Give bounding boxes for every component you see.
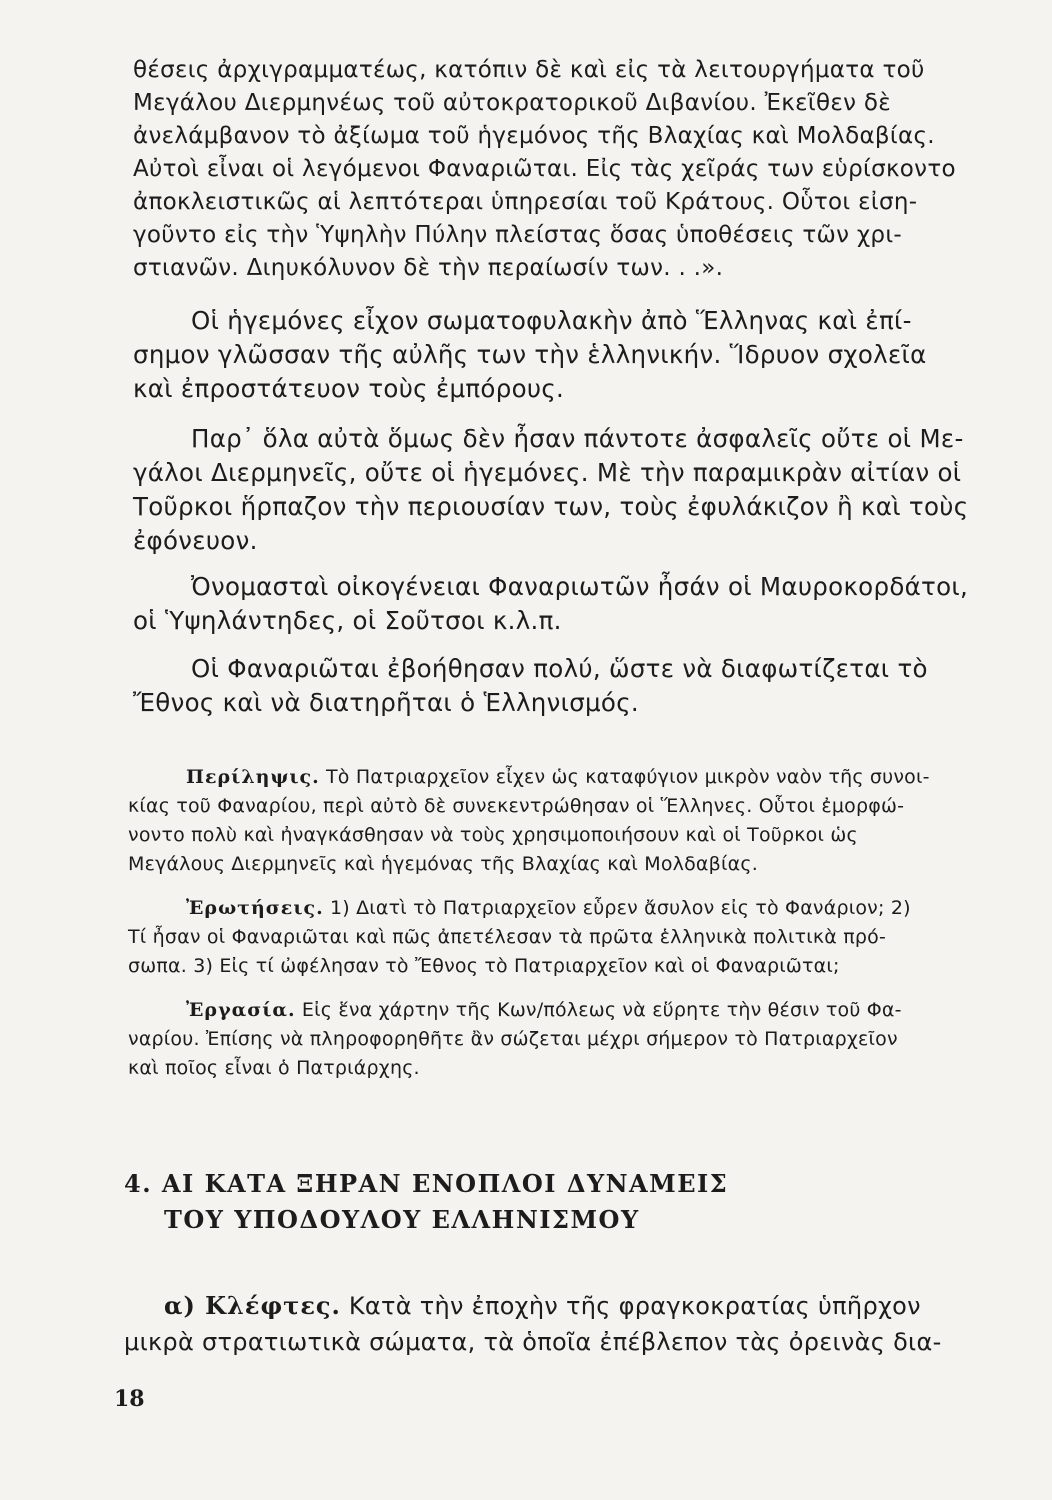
paragraph-danger [133, 422, 993, 558]
quote-line: ἀποκλειστικῶς αἱ λεπτότεραι ὑπηρεσίαι τοῦ Κράτους. Οὗτοι εἰση- [133, 189, 918, 215]
summary-text: Τὸ Πατριαρχεῖον εἶχεν ὡς καταφύγιον μικρὸν ναὸν τῆς συνοι- [325, 766, 930, 788]
quote-line: γοῦντο εἰς τὴν Ὑψηλὴν Πύλην πλείστας ὅσας ὑποθέσεις τῶν χρι- [133, 222, 903, 248]
paragraph-line: Ὀνομασταὶ οἰκογένειαι Φαναριωτῶν ἦσάν οἱ Μαυροκορδάτοι, [191, 572, 969, 601]
exercise-label: Ἐργασία. [186, 999, 296, 1021]
paragraph-help [133, 652, 993, 720]
paragraph-line: καὶ ἐπροστάτευον τοὺς ἐμπόρους. [133, 374, 565, 403]
quote-line: στιανῶν. Διηυκόλυνον δὲ τὴν περαίωσίν των. . .». [133, 255, 724, 281]
section-heading-line1: 4. ΑΙ ΚΑΤΑ ΞΗΡΑΝ ΕΝΟΠΛΟΙ ΔΥΝΑΜΕΙΣ [124, 1169, 729, 1198]
paragraph-rulers [133, 304, 993, 406]
paragraph-line: ἐφόνευον. [133, 526, 258, 555]
questions-text: 1) Διατὶ τὸ Πατριαρχεῖον εὗρεν ἄσυλον εἰς τὸ Φανάριον; 2) [329, 897, 911, 919]
questions-label: Ἐρωτήσεις. [186, 897, 324, 919]
paragraph-line: σημον γλῶσσαν τῆς αὐλῆς των τὴν ἑλληνικήν. Ἵδρυον σχολεῖα [133, 340, 927, 369]
exercise-line: καὶ ποῖος εἶναι ὁ Πατριάρχης. [128, 1057, 420, 1079]
subsection-label: α) Κλέφτες. [164, 1291, 341, 1320]
exercise-block [128, 996, 993, 1083]
questions-line: σωπα. 3) Εἰς τί ὠφέλησαν τὸ Ἔθνος τὸ Πατριαρχεῖον καὶ οἱ Φαναριῶται; [128, 955, 840, 977]
summary-block [128, 763, 993, 879]
paragraph-line: Ἔθνος καὶ νὰ διατηρῆται ὁ Ἑλληνισμός. [133, 688, 639, 717]
questions-block [128, 894, 993, 981]
subsection-text: Κατὰ τὴν ἐποχὴν τῆς φραγκοκρατίας ὑπῆρχον [348, 1292, 921, 1320]
questions-line: Τί ἦσαν οἱ Φαναριῶται καὶ πῶς ἀπετέλεσαν τὰ πρῶτα ἑλληνικὰ πολιτικὰ πρό- [128, 926, 887, 948]
paragraph-line: οἱ Ὑψηλάντηδες, οἱ Σοῦτσοι κ.λ.π. [133, 606, 562, 635]
quote-line: Αὐτοὶ εἶναι οἱ λεγόμενοι Φαναριῶται. Εἰς τὰς χεῖράς των εὑρίσκοντο [133, 156, 956, 182]
summary-label: Περίληψις. [186, 766, 320, 788]
subsection-line: μικρὰ στρατιωτικὰ σώματα, τὰ ὁποῖα ἐπέβλεπον τὰς ὀρεινὰς δια- [124, 1328, 942, 1356]
paragraph-families [133, 570, 993, 638]
exercise-text: Εἰς ἕνα χάρτην τῆς Κων/πόλεως νὰ εὕρητε τὴν θέσιν τοῦ Φα- [301, 999, 902, 1021]
paragraph-line: γάλοι Διερμηνεῖς, οὔτε οἱ ἡγεμόνες. Μὲ τὴν παραμικρὰν αἰτίαν οἱ [133, 458, 962, 487]
subsection-paragraph [124, 1288, 1004, 1360]
section-heading [124, 1166, 1004, 1238]
quote-block [133, 54, 993, 285]
quote-line: Μεγάλου Διερμηνέως τοῦ αὐτοκρατορικοῦ Διβανίου. Ἐκεῖθεν δὲ [133, 90, 891, 116]
paragraph-line: Τοῦρκοι ἥρπαζον τὴν περιουσίαν των, τοὺς ἐφυλάκιζον ἢ καὶ τοὺς [133, 492, 969, 521]
summary-line: κίας τοῦ Φαναρίου, περὶ αὐτὸ δὲ συνεκεντρώθησαν οἱ Ἕλληνες. Οὗτοι ἐμορφώ- [128, 795, 905, 817]
paragraph-line: Παρ᾽ ὅλα αὐτὰ ὅμως δὲν ἦσαν πάντοτε ἀσφαλεῖς οὔτε οἱ Με- [191, 424, 964, 453]
paragraph-line: Οἱ ἡγεμόνες εἶχον σωματοφυλακὴν ἀπὸ Ἕλληνας καὶ ἐπί- [191, 306, 912, 335]
quote-line: ἀνελάμβανον τὸ ἀξίωμα τοῦ ἡγεμόνος τῆς Βλαχίας καὶ Μολδαβίας. [133, 123, 935, 149]
summary-line: Μεγάλους Διερμηνεῖς καὶ ἡγεμόνας τῆς Βλαχίας καὶ Μολδαβίας. [128, 853, 758, 875]
page-number: 18 [114, 1386, 145, 1412]
exercise-line: ναρίου. Ἐπίσης νὰ πληροφορηθῆτε ἂν σώζεται μέχρι σήμερον τὸ Πατριαρχεῖον [128, 1028, 898, 1050]
quote-line: θέσεις ἀρχιγραμματέως, κατόπιν δὲ καὶ εἰς τὰ λειτουργήματα τοῦ [133, 57, 925, 83]
summary-line: νοντο πολὺ καὶ ἠναγκάσθησαν νὰ τοὺς χρησιμοποιήσουν καὶ οἱ Τοῦρκοι ὡς [128, 824, 858, 846]
section-heading-line2: ΤΟΥ ΥΠΟΔΟΥΛΟΥ ΕΛΛΗΝΙΣΜΟΥ [164, 1205, 640, 1234]
paragraph-line: Οἱ Φαναριῶται ἐβοήθησαν πολύ, ὥστε νὰ διαφωτίζεται τὸ [191, 654, 928, 683]
